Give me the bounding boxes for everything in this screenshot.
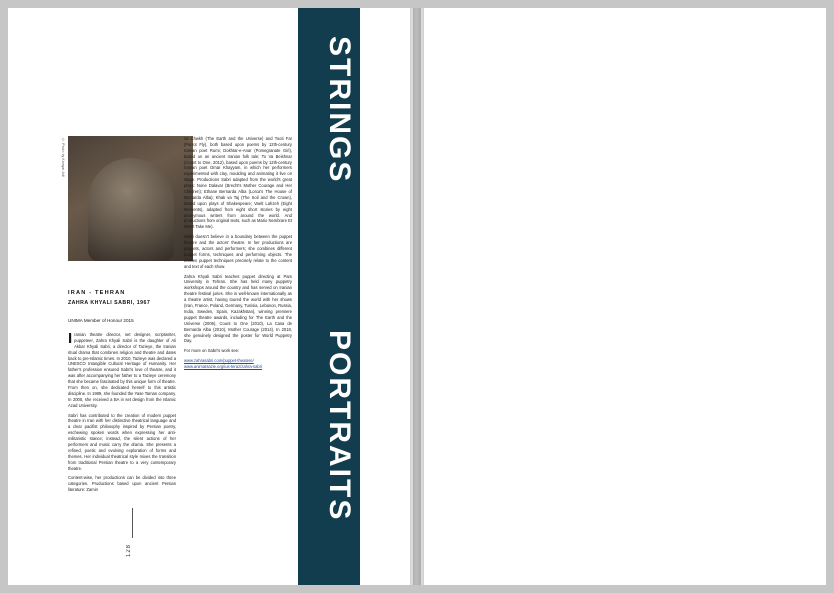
left-column-1 xyxy=(68,332,176,497)
entry-name-label: ZAHRA KHYALI SABRI, 1967 xyxy=(68,300,151,306)
portrait-photo-zahra xyxy=(68,136,193,261)
paragraph: Iranian theatre director, set designer, scriptwriter, puppeteer, Zahra Khyali Sabri is the daughter of Ali Akbar Khyali Sabri, a director of Tazieye, the Iranian ritual drama that combines religion and theatre and dates back to pre-Islamic times. In 2010, Tazieye was declared a UNESCO Intangible Cultural Heritage of Humanity. Her father's profession ensured Sabri's love of theatre, and it was after accompanying her father to a Tazieye ceremony that she became fascinated by this unique form of theatre. From then on, she dedicated herself to this artistic discipline. In 1989, she founded the Yase Taman company. In 2000, she received a BA in set design from the Islamic Azad University. xyxy=(68,330,176,408)
paragraph: Sabri doesn't believe in a boundary between the puppet theatre and the actors' theatre. In her productions are puppets, actors and performers; she combines different puppet forms, techniques and performing objects. The chosen puppet techniques precisely relate to the content and text of each show. xyxy=(184,234,292,269)
book-spine xyxy=(410,8,424,585)
page-title: LIFE ON xyxy=(165,52,291,85)
external-link-list xyxy=(184,358,292,370)
folio-left: 128 xyxy=(126,544,132,558)
title-portraits: PORTRAITS xyxy=(323,330,356,522)
entry-member-line: UNIMA Member of Honour 2015 xyxy=(68,318,134,323)
title-strings: STRINGS xyxy=(323,36,356,184)
entry-country-label: IRAN - TEHRAN xyxy=(68,290,126,296)
link-zahrasabri[interactable]: www.zahrasabri.com/puppet-theatere/ xyxy=(184,358,254,364)
paragraph: For more on Sabri's work see: xyxy=(184,348,240,354)
paragraph: Zahra Khyali Sabri teaches puppet directing at Pars University in Tehran. She has held many puppetry workshops around the country and has served on Iranian theatre festival juries. She is well-known internationally as a theatre artist, having toured the world with her shows (Iran, France, Poland, Germany, Tunisia, Lebanon, Russia, India, Sweden, Spain, Kazakhstan), winning premiere puppet theatre awards, including for The Earth and the Universe (2006), Count to One (2010), La Casa de Bernarda Alba (2010), Mother Courage (2014). In 2018, she genuinely designed the poster for World Puppetry Day. xyxy=(184,273,292,344)
folio-rule-left xyxy=(132,508,133,538)
paragraph: va Chwkh (The Earth and the Universe) and Tooti Far (Parrot Fly), both based upon poems by 12th-century Iranian poet Rumi; Dokhtar-e-Anar (Pomegranate Girl), based on an ancient Iranian folk tale; To Va Beishnar (Count to One, 2012), based upon poems by 12th-century Iranian poet Omar Khayyam, in which her performers experimented with clay, moulding and animating it live on stage. Productions Sabri adapted from the world's great plays: None Dalavar (Brecht's Mother Courage and Her Children); Ethane Bernarda Alba (Lorca's The House of Bernarda Alba); Khak va Taj (The Soil and the Crown), based upon plays of Shakespeare; Vaelt Lahzeh (Eight Moments), adapted from eight short stories by eight anonymous writers from around the world. And productions from original texts, such as Mario Nembrare Et Won't Take Me). xyxy=(184,136,292,230)
left-column-2 xyxy=(184,136,292,374)
paragraph: Content-wise, her productions can be divided into three categories. Productions based upon ancient Persian literature: Zamin xyxy=(68,475,176,493)
right-page xyxy=(421,8,826,585)
portrait-figure xyxy=(88,158,174,261)
photo-credit: © Photo by Kamyar Adl xyxy=(61,138,65,177)
link-animatsazie[interactable]: www.animatsazie.org/ius-teraz/zahra-sabri xyxy=(184,364,263,370)
paragraph: Sabri has contributed to the creation of modern puppet theatre in Iran with her distinctive theatrical language and a clear pacifist philosophy inspired by Persian poetry, eschewing spoken words when expressing her anti-militaristic stance; instead, the silent actions of her performers and music carry the drama. She presents a refined, poetic and evolving exploration of forms and themes. Her individual theatrical style mixes the transition from traditional Persian theatre to a very contemporary theatre. xyxy=(68,412,176,471)
